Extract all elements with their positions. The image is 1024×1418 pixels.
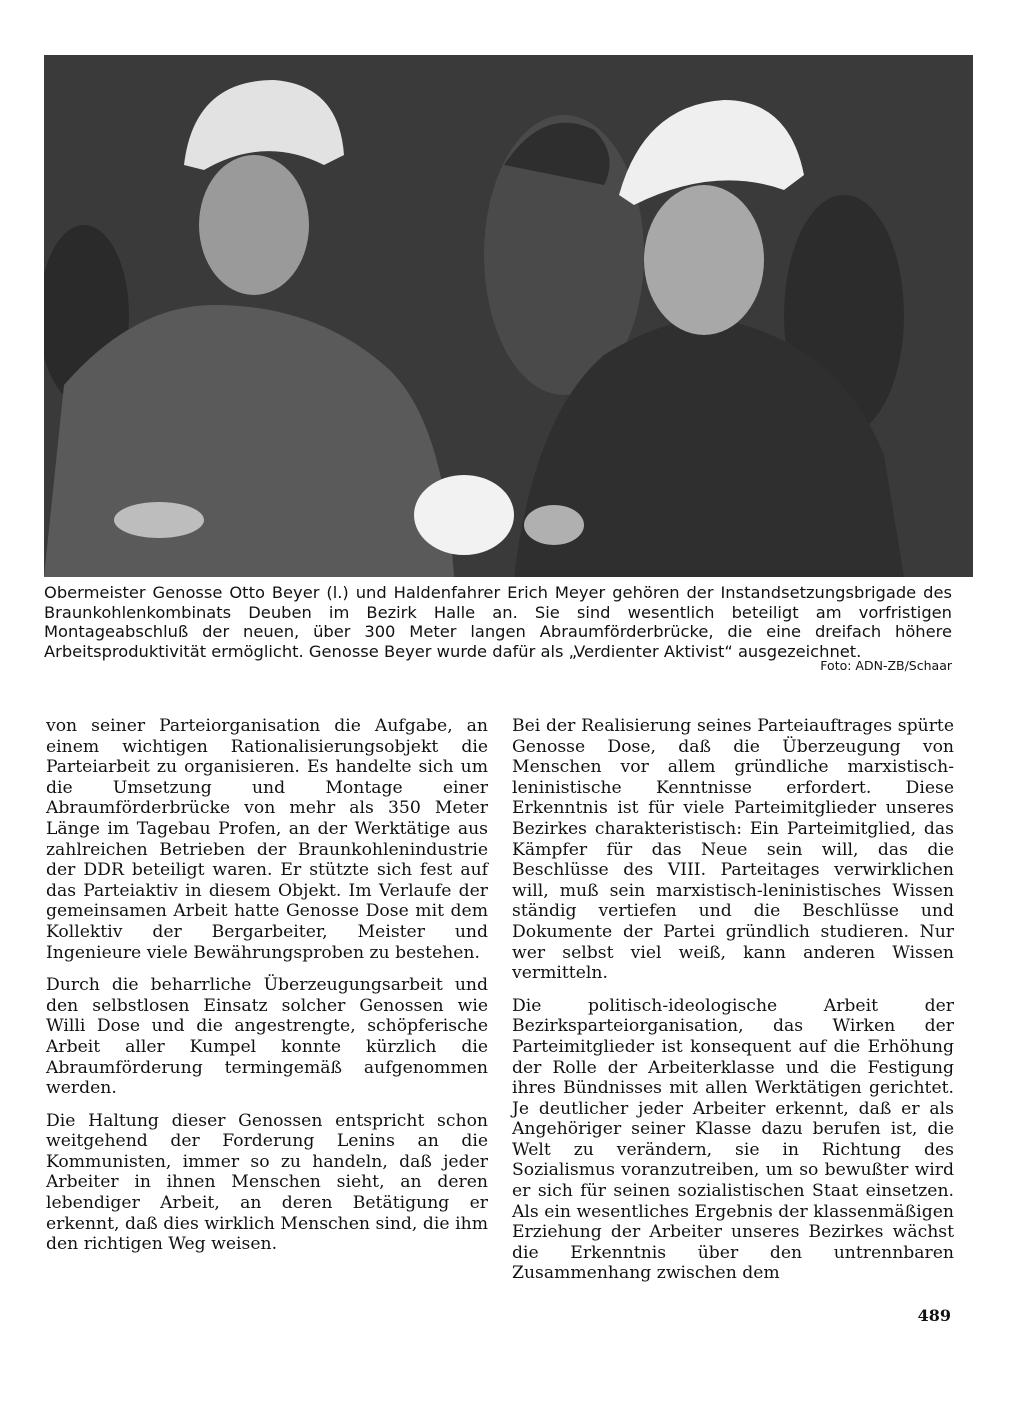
- photo-credit: Foto: ADN-ZB/Schaar: [820, 658, 952, 673]
- photo-caption: [44, 583, 952, 661]
- photo-two-miners-icon: [44, 55, 973, 577]
- right-paragraph-1: Bei der Realisierung seines Parteiauftrages spürte Genosse Dose, daß die Überzeugung von Menschen vor allem gründliche marxistisch-leninistische Kenntnisse erfordert. Diese Erkenntnis ist für viele Parteimitglieder unseres Bezirkes charakteristisch: Ein Parteimitglied, das Kämpfer für das Neue sein will, das die Beschlüsse des VIII. Parteitages verwirklichen will, muß sein marxistisch-leninistisches Wissen ständig vertiefen und die Beschlüsse und Dokumente der Partei gründlich studieren. Nur wer selbst viel weiß, kann anderen Wissen vermitteln.: [512, 716, 954, 984]
- caption-text: Obermeister Genosse Otto Beyer (l.) und Haldenfahrer Erich Meyer gehören der Instandsetzungsbrigade des Braunkohlenkombinats Deuben im Bezirk Halle an. Sie sind wesentlich beteiligt am vorfristigen Montageabschluß der neuen, über 300 Meter langen Abraumförderbrücke, die eine dreifach höhere Arbeitsproduktivität ermöglicht. Genosse Beyer wurde dafür als „Verdienter Aktivist“ ausgezeichnet.: [44, 583, 952, 661]
- right-column: [512, 716, 954, 1296]
- left-paragraph-1: von seiner Parteiorganisation die Aufgabe, an einem wichtigen Rationalisierungsobjekt die Parteiarbeit zu organisieren. Es handelte sich um die Umsetzung und Montage einer Abraumförderbrücke von mehr als 350 Meter Länge im Tagebau Profen, an der Werktätige aus zahlreichen Betrieben der Braunkohlenindustrie der DDR beteiligt waren. Er stützte sich fest auf das Parteiaktiv in diesem Objekt. Im Verlaufe der gemeinsamen Arbeit hatte Genosse Dose mit dem Kollektiv der Bergarbeiter, Meister und Ingenieure viele Bewährungsproben zu bestehen.: [46, 716, 488, 963]
- right-paragraph-2: Die politisch-ideologische Arbeit der Bezirksparteiorganisation, das Wirken der Parteimitglieder ist konsequent auf die Erhöhung der Rolle der Arbeiterklasse und die Festigung ihres Bündnisses mit allen Werktätigen gerichtet. Je deutlicher jeder Arbeiter erkennt, daß er als Angehöriger seiner Klasse dazu berufen ist, die Welt zu verändern, sie in Richtung des Sozialismus voranzutreiben, um so bewußter wird er sich für seinen sozialistischen Staat einsetzen. Als ein wesentliches Ergebnis der klassenmäßigen Erziehung der Arbeiter unseres Bezirkes wächst die Erkenntnis über den untrennbaren Zusammenhang zwischen dem: [512, 995, 954, 1284]
- left-paragraph-3: Die Haltung dieser Genossen entspricht schon weitgehend der Forderung Lenins an die Kommunisten, immer so zu handeln, daß jeder Arbeiter in ihnen Menschen sieht, an deren lebendiger Arbeit, an deren Betätigung er erkennt, daß dies wirklich Menschen sind, die ihm den richtigen Weg weisen.: [46, 1110, 488, 1255]
- news-photo: [44, 55, 973, 577]
- left-paragraph-2: Durch die beharrliche Überzeugungsarbeit und den selbstlosen Einsatz solcher Genossen wie Willi Dose und die angestrengte, schöpferische Arbeit aller Kumpel konnte kürzlich die Abraumförderung termingemäß aufgenommen werden.: [46, 975, 488, 1099]
- left-column: [46, 716, 488, 1267]
- page-number: 489: [917, 1306, 951, 1325]
